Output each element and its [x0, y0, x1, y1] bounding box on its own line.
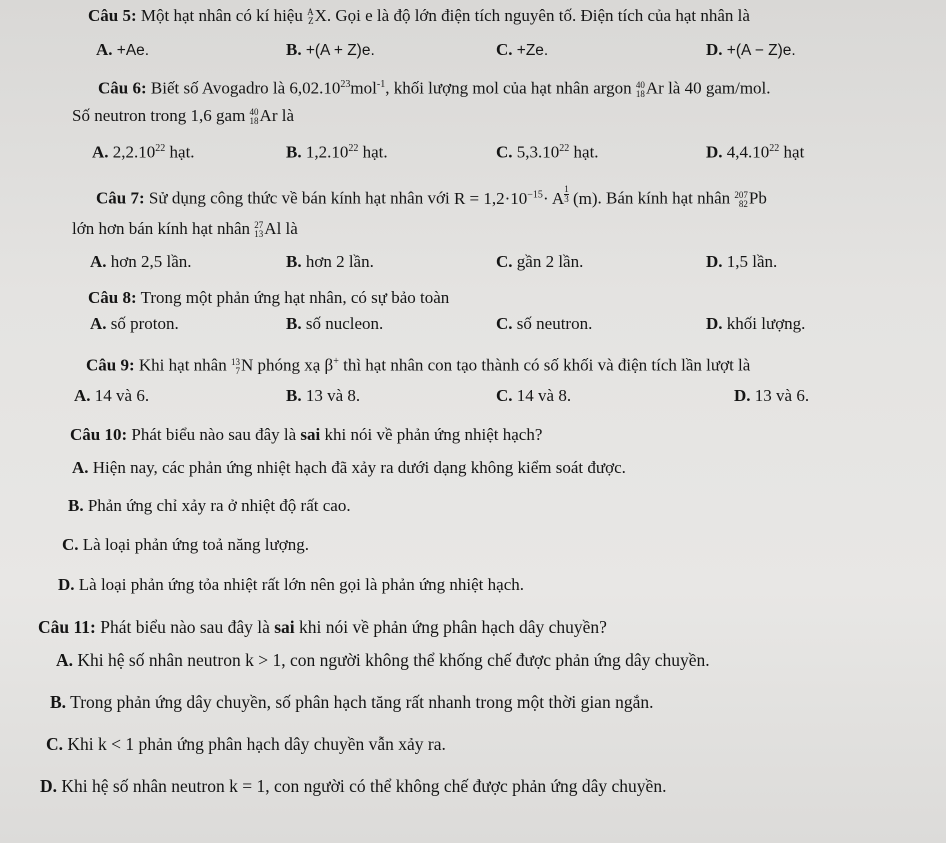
q9-option-d[interactable]: D. 13 và 6. — [734, 386, 810, 405]
q8-option-d[interactable]: D. khối lượng. — [706, 314, 806, 333]
q5-stem-b: . Gọi e là độ lớn điện tích nguyên tố. Điện tích của hạt nhân là — [326, 6, 750, 25]
q7-formula: $R = 1,2\cdot 10^{-15}\cdot A$ $\frac{1}{3}$ (m) — [453, 184, 598, 208]
q9-stem: Câu 9: Khi hạt nhân 13 7 N phóng xạ β+ thì hạt nhân con tạo thành có số khối và điện tích lần lượt là — [86, 355, 751, 376]
q6-option-a[interactable]: A. 2,2.10$^{22}$ hạt. — [92, 142, 195, 162]
q6-option-c[interactable]: C. 5,3.10$^{22}$ hạt. — [496, 142, 599, 162]
q8-option-c[interactable]: C. số neutron. — [496, 314, 593, 333]
q5-nuclide-symbol: X — [314, 6, 327, 25]
q6-nuclide-numbers: 40 18 — [635, 79, 645, 99]
q8-stem: Câu 8: Trong một phản ứng hạt nhân, có sự bảo toàn — [88, 288, 450, 307]
q5-option-b[interactable]: B. +(A + Z)e. — [286, 40, 375, 59]
q11-sai: sai — [274, 617, 295, 637]
q5-stem — [88, 6, 750, 26]
q11-option-a[interactable]: A. Khi hệ số nhân neutron k > 1, con người không thể khống chế được phản ứng dây chuyền. — [56, 650, 710, 670]
q10-option-c[interactable]: C. Là loại phản ứng toả năng lượng. — [62, 535, 309, 554]
q11-option-c[interactable]: C. Khi k < 1 phản ứng phân hạch dây chuyền vẫn xảy ra. — [46, 734, 446, 754]
q5-option-d[interactable]: D. +(A − Z)e. — [706, 40, 796, 59]
q10-option-a[interactable]: A. Hiện nay, các phản ứng nhiệt hạch đã xảy ra dưới dạng không kiểm soát được. — [72, 458, 626, 477]
q6-label: Câu 6: — [98, 78, 147, 98]
q7-option-c[interactable]: C. gần 2 lần. — [496, 252, 584, 271]
q5-label: Câu 5: — [88, 6, 137, 25]
q10-sai: sai — [300, 425, 321, 444]
q7-option-d[interactable]: D. 1,5 lần. — [706, 252, 778, 271]
q8-option-a[interactable]: A. số proton. — [90, 314, 179, 333]
q6-stem-line2: Số neutron trong 1,6 gam 40 18 Ar là — [72, 106, 295, 127]
q5-nuclide-numbers: A Z — [307, 7, 314, 27]
q8-option-b[interactable]: B. số nucleon. — [286, 314, 384, 333]
q7-option-b[interactable]: B. hơn 2 lần. — [286, 252, 374, 271]
q9-option-b[interactable]: B. 13 và 8. — [286, 386, 361, 405]
q10-option-b[interactable]: B. Phản ứng chỉ xảy ra ở nhiệt độ rất cao. — [68, 496, 351, 515]
q9-option-c[interactable]: C. 14 và 8. — [496, 386, 572, 405]
q9-option-a[interactable]: A. 14 và 6. — [74, 386, 150, 405]
q5-option-c[interactable]: C. +Ze. — [496, 40, 549, 59]
q6-stem: Câu 6: Biết số Avogadro là 6,02.10$^{23}$mol$^{-1}$, khối lượng mol của hạt nhân argon 40 18 Ar là 40 gam/mol. — [98, 78, 771, 99]
q6-option-d[interactable]: D. 4,4.10$^{22}$ hạt — [706, 142, 805, 162]
q8-label: Câu 8: — [88, 288, 137, 307]
q5-stem-a: Một hạt nhân có kí hiệu — [140, 6, 303, 25]
q11-option-b[interactable]: B. Trong phản ứng dây chuyền, số phân hạch tăng rất nhanh trong một thời gian ngắn. — [50, 692, 654, 712]
q6-option-b[interactable]: B. 1,2.10$^{22}$ hạt. — [286, 142, 388, 162]
q5-option-a[interactable]: A. +Ae. — [96, 40, 150, 59]
q7-stem-line2: lớn hơn bán kính hạt nhân 27 13 Al là — [72, 219, 298, 240]
q11-label: Câu 11: — [38, 617, 96, 637]
q11-option-d[interactable]: D. Khi hệ số nhân neutron k = 1, con người có thể không chế được phản ứng dây chuyền. — [40, 776, 667, 796]
q11-stem: Câu 11: Phát biểu nào sau đây là sai khi nói về phản ứng phân hạch dây chuyền? — [38, 617, 607, 637]
q7-label: Câu 7: — [96, 188, 145, 208]
q10-label: Câu 10: — [70, 425, 128, 444]
q7-option-a[interactable]: A. hơn 2,5 lần. — [90, 252, 192, 271]
q9-label: Câu 9: — [86, 355, 135, 375]
q7-stem: Câu 7: Sử dụng công thức về bán kính hạt nhân với $R = 1,2\cdot 10^{-15}\cdot A$ $\frac{1}{3}$ (m). Bán kính hạt nhân 207 82 Pb — [96, 184, 767, 209]
q10-stem: Câu 10: Phát biểu nào sau đây là sai khi nói về phản ứng nhiệt hạch? — [70, 425, 543, 444]
q10-option-d[interactable]: D. Là loại phản ứng tỏa nhiệt rất lớn nên gọi là phản ứng nhiệt hạch. — [58, 575, 524, 594]
